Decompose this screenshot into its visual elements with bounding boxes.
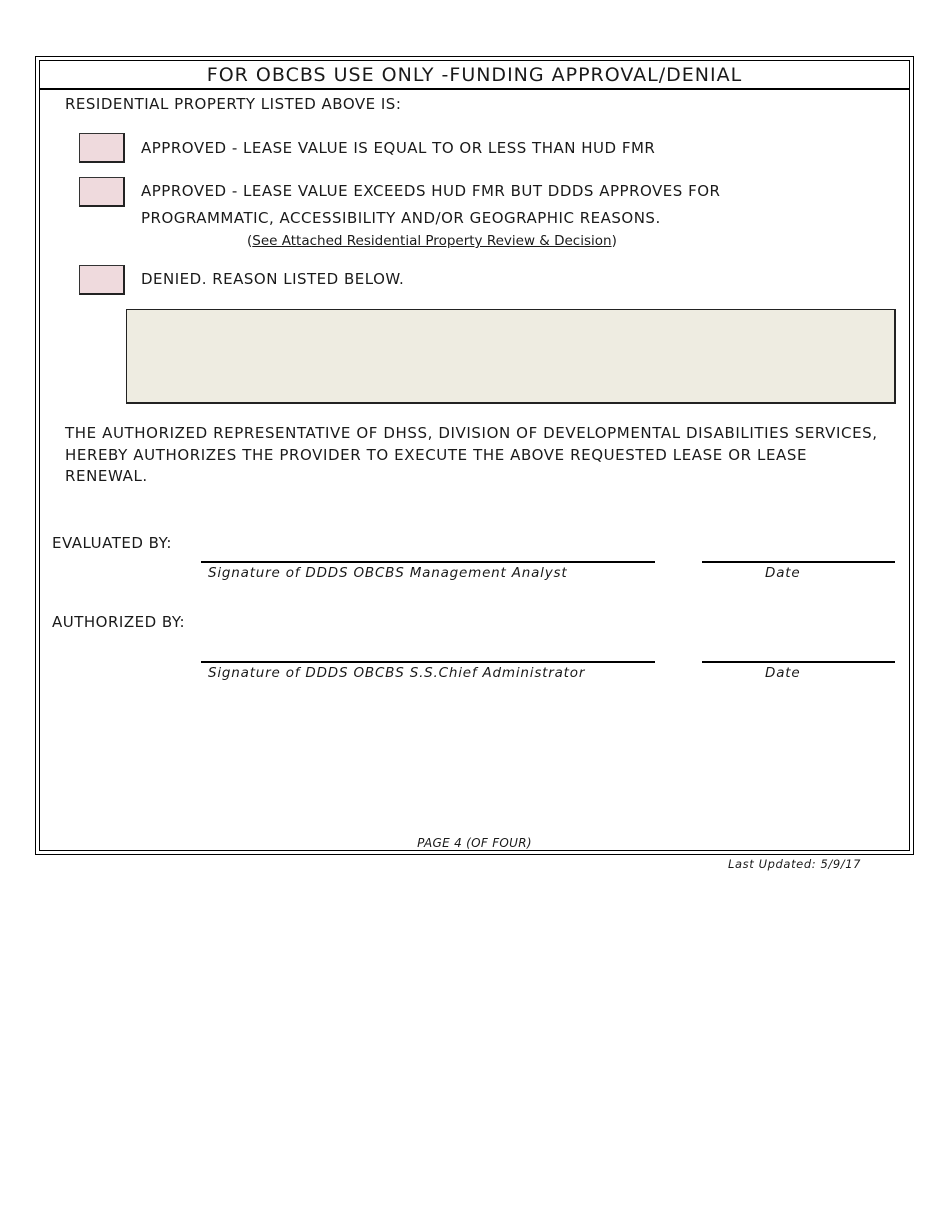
approval-form-frame xyxy=(35,56,914,855)
evaluated-date-line[interactable] xyxy=(702,561,895,563)
note-open-paren: ( xyxy=(247,233,253,249)
evaluated-by-label: EVALUATED BY: xyxy=(52,534,172,552)
intro-label: RESIDENTIAL PROPERTY LISTED ABOVE IS: xyxy=(65,95,402,113)
approved-fmr-checkbox[interactable] xyxy=(79,133,125,163)
authorized-date-line[interactable] xyxy=(702,661,895,663)
approved-exceeds-label-line1: APPROVED - LEASE VALUE EXCEEDS HUD FMR BUT DDDS APPROVES FOR xyxy=(141,182,721,200)
evaluated-date-caption: Date xyxy=(765,565,801,581)
attached-review-note xyxy=(247,233,617,249)
authorized-signature-line[interactable] xyxy=(201,661,655,663)
approved-exceeds-checkbox[interactable] xyxy=(79,177,125,207)
evaluated-signature-line[interactable] xyxy=(201,561,655,563)
authorization-statement: THE AUTHORIZED REPRESENTATIVE OF DHSS, DIVISION OF DEVELOPMENTAL DISABILITIES SERVICES, HEREBY AUTHORIZES THE PROVIDER TO EXECUTE THE ABOVE REQUESTED LEASE OR LEASE RENEWAL. xyxy=(65,424,878,485)
denied-checkbox[interactable] xyxy=(79,265,125,295)
denied-label: DENIED. REASON LISTED BELOW. xyxy=(141,270,405,288)
approved-fmr-label: APPROVED - LEASE VALUE IS EQUAL TO OR LESS THAN HUD FMR xyxy=(141,139,656,157)
form-title: FOR OBCBS USE ONLY -FUNDING APPROVAL/DENIAL xyxy=(40,61,909,90)
approved-exceeds-label-line2: PROGRAMMATIC, ACCESSIBILITY AND/OR GEOGRAPHIC REASONS. xyxy=(141,209,661,227)
approval-form-inner-frame xyxy=(39,60,910,851)
attached-review-link[interactable]: See Attached Residential Property Review & Decision xyxy=(252,233,612,249)
evaluated-signature-caption: Signature of DDDS OBCBS Management Analyst xyxy=(208,565,568,581)
authorized-signature-caption: Signature of DDDS OBCBS S.S.Chief Administrator xyxy=(208,665,586,681)
last-updated: Last Updated: 5/9/17 xyxy=(728,857,862,871)
page-number: PAGE 4 (OF FOUR) xyxy=(417,836,532,850)
denial-reason-field[interactable] xyxy=(126,309,896,404)
authorized-date-caption: Date xyxy=(765,665,801,681)
note-close-paren: ) xyxy=(611,233,617,249)
authorized-by-label: AUTHORIZED BY: xyxy=(52,613,186,631)
